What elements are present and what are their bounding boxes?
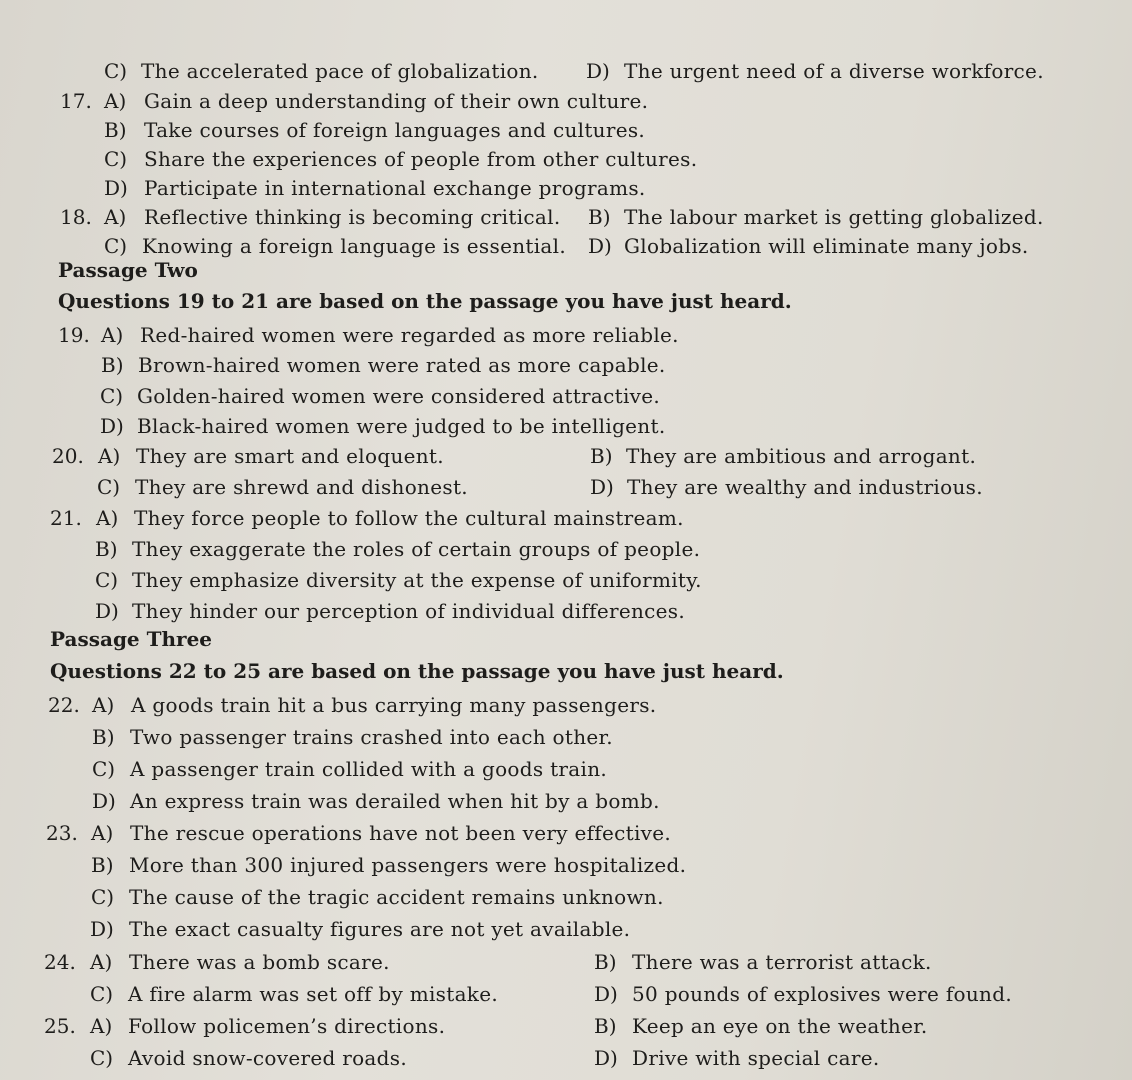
question-number: 25. xyxy=(44,1014,76,1038)
option-label: D) xyxy=(100,414,124,438)
option-label: A) xyxy=(101,323,124,347)
option-text: The accelerated pace of globalization. xyxy=(141,59,539,83)
question-number: 19. xyxy=(58,323,90,347)
option-label: B) xyxy=(95,537,118,561)
question-number: 18. xyxy=(60,205,92,229)
passage-two-instruction: Questions 19 to 21 are based on the passage you have just heard. xyxy=(58,289,792,313)
option-label: A) xyxy=(90,950,113,974)
question-22-option-a xyxy=(0,690,1132,720)
question-number: 21. xyxy=(50,506,82,530)
option-label: B) xyxy=(91,853,114,877)
question-number: 24. xyxy=(44,950,76,974)
option-text: They are shrewd and dishonest. xyxy=(135,475,468,499)
question-17-option-c xyxy=(0,144,1132,174)
question-22-option-b xyxy=(0,722,1132,752)
option-label: D) xyxy=(594,1046,618,1070)
option-text: They force people to follow the cultural mainstream. xyxy=(134,506,684,530)
option-label: D) xyxy=(588,234,612,258)
option-label: B) xyxy=(594,950,617,974)
option-text: The exact casualty figures are not yet available. xyxy=(129,917,631,941)
option-label: C) xyxy=(90,982,114,1006)
question-17-option-d xyxy=(0,173,1132,203)
option-text: Take courses of foreign languages and cultures. xyxy=(144,118,646,142)
question-number: 22. xyxy=(48,693,80,717)
question-22-option-d xyxy=(0,786,1132,816)
option-text: Gain a deep understanding of their own culture. xyxy=(144,89,649,113)
question-number: 17. xyxy=(60,89,92,113)
option-text: A goods train hit a bus carrying many passengers. xyxy=(131,693,657,717)
option-label: B) xyxy=(594,1014,617,1038)
question-24-options-cd xyxy=(0,979,1132,1009)
question-17-option-a xyxy=(0,86,1132,116)
option-text: They are ambitious and arrogant. xyxy=(626,444,977,468)
option-text: Two passenger trains crashed into each other. xyxy=(130,725,613,749)
option-text: Knowing a foreign language is essential. xyxy=(142,234,566,258)
option-label: D) xyxy=(95,599,119,623)
option-text: Follow policemen’s directions. xyxy=(128,1014,446,1038)
option-label: C) xyxy=(95,568,119,592)
option-label: D) xyxy=(586,59,610,83)
question-23-option-b xyxy=(0,850,1132,880)
passage-three-title: Passage Three xyxy=(50,627,213,651)
question-23-option-c xyxy=(0,882,1132,912)
passage-two-title: Passage Two xyxy=(58,258,198,282)
option-text: Keep an eye on the weather. xyxy=(632,1014,928,1038)
question-number: 20. xyxy=(52,444,84,468)
question-19-option-a xyxy=(0,320,1132,350)
option-text: A fire alarm was set off by mistake. xyxy=(128,982,498,1006)
question-25-options-cd xyxy=(0,1043,1132,1073)
option-label: A) xyxy=(92,693,115,717)
option-text: There was a bomb scare. xyxy=(129,950,390,974)
option-label: C) xyxy=(100,384,124,408)
question-19-option-c xyxy=(0,381,1132,411)
option-text: They hinder our perception of individual differences. xyxy=(132,599,686,623)
question-24-options-ab xyxy=(0,947,1132,977)
option-label: A) xyxy=(104,205,127,229)
option-label: D) xyxy=(590,475,614,499)
option-label: D) xyxy=(104,176,128,200)
option-text: Drive with special care. xyxy=(632,1046,880,1070)
option-text: Brown-haired women were rated as more capable. xyxy=(138,353,666,377)
passage-three-instruction: Questions 22 to 25 are based on the passage you have just heard. xyxy=(50,659,784,683)
option-text: The rescue operations have not been very effective. xyxy=(130,821,672,845)
option-text: Globalization will eliminate many jobs. xyxy=(624,234,1029,258)
question-21-option-a xyxy=(0,503,1132,533)
option-label: A) xyxy=(91,821,114,845)
question-21-option-b xyxy=(0,534,1132,564)
question-18-options-ab xyxy=(0,202,1132,232)
question-20-options-cd xyxy=(0,472,1132,502)
option-text: The cause of the tragic accident remains unknown. xyxy=(129,885,664,909)
option-text: The labour market is getting globalized. xyxy=(624,205,1044,229)
question-25-options-ab xyxy=(0,1011,1132,1041)
option-text: There was a terrorist attack. xyxy=(632,950,932,974)
question-21-option-d xyxy=(0,596,1132,626)
option-text: Black-haired women were judged to be intelligent. xyxy=(137,414,666,438)
option-label: A) xyxy=(104,89,127,113)
option-label: C) xyxy=(90,1046,114,1070)
option-label: B) xyxy=(590,444,613,468)
option-text: Share the experiences of people from other cultures. xyxy=(144,147,698,171)
question-19-option-d xyxy=(0,411,1132,441)
question-22-option-c xyxy=(0,754,1132,784)
option-text: More than 300 injured passengers were hospitalized. xyxy=(129,853,687,877)
option-label: D) xyxy=(90,917,114,941)
option-label: A) xyxy=(98,444,121,468)
option-text: They exaggerate the roles of certain groups of people. xyxy=(132,537,701,561)
option-text: Golden-haired women were considered attractive. xyxy=(137,384,661,408)
option-label: C) xyxy=(104,59,128,83)
option-text: 50 pounds of explosives were found. xyxy=(632,982,1012,1006)
option-text: Avoid snow-covered roads. xyxy=(128,1046,407,1070)
option-text: Participate in international exchange programs. xyxy=(144,176,646,200)
option-text: A passenger train collided with a goods train. xyxy=(130,757,608,781)
option-label: B) xyxy=(101,353,124,377)
option-label: A) xyxy=(96,506,119,530)
option-text: They emphasize diversity at the expense of uniformity. xyxy=(132,568,702,592)
option-label: B) xyxy=(92,725,115,749)
option-text: An express train was derailed when hit by a bomb. xyxy=(130,789,660,813)
option-text: Red-haired women were regarded as more reliable. xyxy=(140,323,679,347)
question-19-option-b xyxy=(0,350,1132,380)
question-23-option-a xyxy=(0,818,1132,848)
option-label: B) xyxy=(104,118,127,142)
option-text: Reflective thinking is becoming critical. xyxy=(144,205,561,229)
question-23-option-d xyxy=(0,914,1132,944)
option-label: C) xyxy=(91,885,115,909)
question-21-option-c xyxy=(0,565,1132,595)
option-label: D) xyxy=(92,789,116,813)
question-17-option-b xyxy=(0,115,1132,145)
option-label: D) xyxy=(594,982,618,1006)
option-label: C) xyxy=(92,757,116,781)
question-number: 23. xyxy=(46,821,78,845)
question-16-options-cd xyxy=(0,56,1132,86)
question-20-options-ab xyxy=(0,441,1132,471)
option-label: C) xyxy=(97,475,121,499)
option-text: They are smart and eloquent. xyxy=(136,444,444,468)
option-label: C) xyxy=(104,147,128,171)
option-text: The urgent need of a diverse workforce. xyxy=(624,59,1044,83)
option-text: They are wealthy and industrious. xyxy=(627,475,983,499)
question-18-options-cd xyxy=(0,231,1132,261)
option-label: C) xyxy=(104,234,128,258)
option-label: A) xyxy=(90,1014,113,1038)
option-label: B) xyxy=(588,205,611,229)
